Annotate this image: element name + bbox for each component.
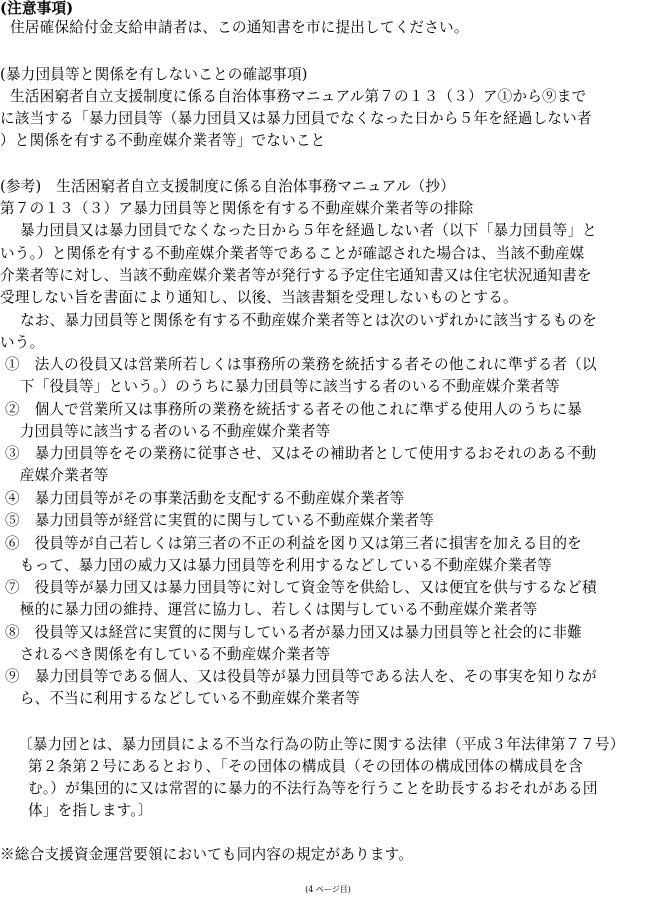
list-item-7-line-2: 極的に暴力団の維持、運営に協力し、若しくは関与している不動産媒介業者等 bbox=[5, 601, 538, 618]
law-line-3: む。）が集団的に又は常習的に暴力的不法行為等を行うことを助長するおそれがある団 bbox=[28, 780, 598, 797]
reference-para1-line-3: 介業者等に対し、当該不動産媒介業者等が発行する予定住宅通知書又は住宅状況通知書を bbox=[0, 267, 592, 284]
list-item-2-line-1: ② 個人で営業所又は事務所の業務を統括する者その他これに準ずる使用人のうちに暴 bbox=[5, 401, 582, 418]
list-item-7-line-1: ⑦ 役員等が暴力団又は暴力団員等に対して資金等を供給し、又は便宜を供与するなど積 bbox=[5, 579, 597, 596]
reference-section-title: 第７の１３（３）ア暴力団員等と関係を有する不動産媒介業者等の排除 bbox=[0, 200, 474, 217]
list-item-9-line-2: ら、不当に利用するなどしている不動産媒介業者等 bbox=[5, 690, 361, 707]
footnote: ※総合支援資金運営要領においても同内容の規定があります。 bbox=[0, 846, 414, 863]
law-line-1: 〔暴力団とは、暴力団員による不当な行為の防止等に関する法律（平成３年法律第７７号） bbox=[18, 736, 625, 753]
list-item-6-line-1: ⑥ 役員等が自己若しくは第三者の不正の利益を図り又は第三者に損害を加える目的を bbox=[5, 535, 582, 552]
confirm-line-3: ）と関係を有する不動産媒介業者等」でないこと bbox=[0, 132, 326, 149]
reference-para2-line-2: いう。 bbox=[0, 334, 45, 351]
list-item-4: ④ 暴力団員等がその事業活動を支配する不動産媒介業者等 bbox=[5, 490, 405, 507]
list-item-3-line-1: ③ 暴力団員等をその業務に従事させ、又はその補助者として使用するおそれのある不動 bbox=[5, 445, 597, 462]
reference-para1-line-2: いう。）と関係を有する不動産媒介業者等であることが確認された場合は、当該不動産媒 bbox=[0, 245, 585, 262]
confirm-line-1: 生活困窮者自立支援制度に係る自治体事務マニュアル第７の１３（３）ア①から⑨まで bbox=[10, 88, 587, 105]
notice-heading: (注意事項) bbox=[0, 0, 74, 17]
list-item-8-line-2: されるべき関係を有している不動産媒介業者等 bbox=[5, 646, 331, 663]
list-item-3-line-2: 産媒介業者等 bbox=[5, 467, 109, 484]
reference-para1-line-4: 受理しない旨を書面により通知し、以後、当該書類を受理しないものとする。 bbox=[0, 289, 518, 306]
reference-para1-line-1: 暴力団員又は暴力団員でなくなった日から５年を経過しない者（以下「暴力団員等」と bbox=[20, 222, 597, 239]
notice-text: 住居確保給付金支給申請者は、この通知書を市に提出してください。 bbox=[10, 19, 469, 36]
reference-para2-line-1: なお、暴力団員等と関係を有する不動産媒介業者等とは次のいずれかに該当するものを bbox=[20, 312, 597, 329]
confirm-heading: (暴力団員等と関係を有しないことの確認事項) bbox=[0, 66, 308, 83]
list-item-8-line-1: ⑧ 役員等又は経営に実質的に関与している者が暴力団又は暴力団員等と社会的に非難 bbox=[5, 624, 582, 641]
reference-heading: (参考) 生活困窮者自立支援制度に係る自治体事務マニュアル（抄） bbox=[0, 178, 456, 195]
list-item-1-line-2: 下「役員等」という。）のうちに暴力団員等に該当する者のいる不動産媒介業者等 bbox=[5, 378, 560, 395]
law-line-2: 第２条第２号にあるとおり、「その団体の構成員（その団体の構成団体の構成員を含 bbox=[28, 758, 583, 775]
list-item-6-line-2: もって、暴力団の威力又は暴力団員等を利用するなどしている不動産媒介業者等 bbox=[5, 557, 553, 574]
list-item-1-line-1: ① 法人の役員又は営業所若しくは事務所の業務を統括する者その他これに準ずる者（以 bbox=[5, 356, 597, 373]
confirm-line-2: に該当する「暴力団員等（暴力団員又は暴力団員でなくなった日から５年を経過しない者 bbox=[0, 110, 592, 127]
list-item-5: ⑤ 暴力団員等が経営に実質的に関与している不動産媒介業者等 bbox=[5, 512, 435, 529]
law-line-4: 体」を指します。〕 bbox=[28, 802, 153, 819]
list-item-9-line-1: ⑨ 暴力団員等である個人、又は役員等が暴力団員等である法人を、その事実を知りなが bbox=[5, 668, 597, 685]
page-number: (4 ページ目) bbox=[305, 885, 351, 894]
list-item-2-line-2: 力団員等に該当する者のいる不動産媒介業者等 bbox=[5, 423, 331, 440]
